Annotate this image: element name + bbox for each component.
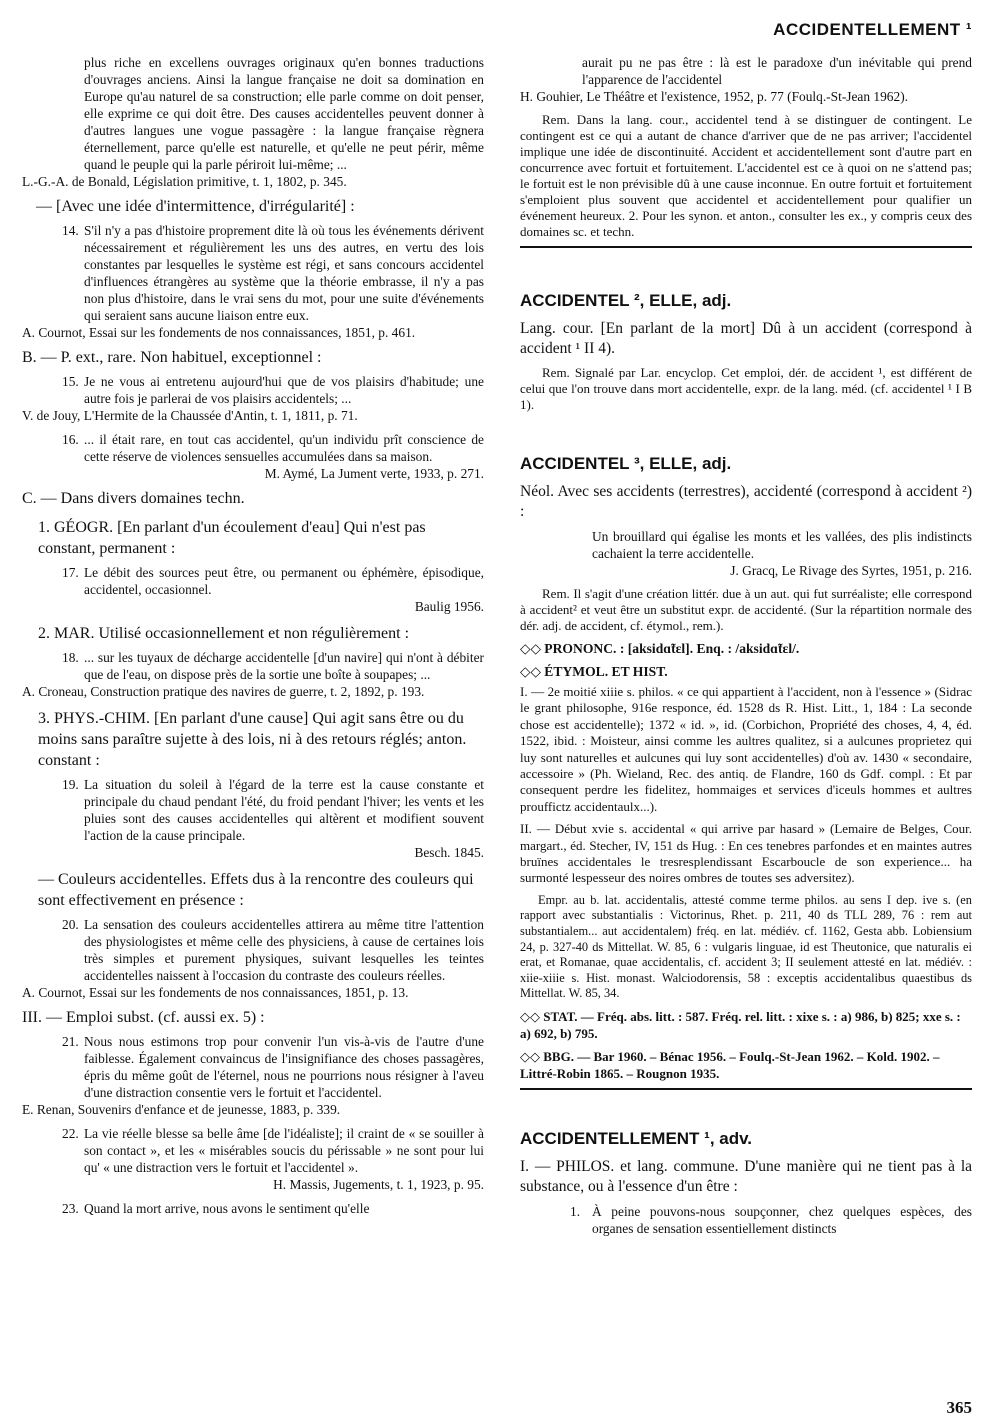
section-b: B. — P. ext., rare. Non habituel, exceptionnel : (22, 349, 322, 366)
section-intermittence: — [Avec une idée d'intermittence, d'irrégularité] : (36, 198, 355, 215)
quote-gracq (520, 528, 972, 579)
quote-source: A. Croneau, Construction pratique des navires de guerre, t. 2, 1892, p. 193. (22, 684, 425, 699)
etymology-i: I. — 2e moitié xiiie s. philos. « ce qui appartient à l'accident, non à l'essence » (Sidrac le grant philosophe, 916e responce, éd. 1528 ds R. Hist. Litt., 1, 184 : La seconde chose est accidentelle); 1372 « id. », id. (Corbichon, Propriété des choses, 4, 4, éd. 1522, ibid. : Moisteur, ainsi comme les aultres qualitez, si a aulcunes proprietez qui luy sont naturelles et aulcunes qui luy sont accidentelles) d'où av. 1430 « secondaire, accessoire » (Ph. Wieland, Rec. des antiq. de Flandre, 160 ds Gdf. compl. : Et par consequent perdre les fidelitez, hommaiges et services d'iceuls hommes et aultres prouffictz accidentaulx...). (520, 684, 972, 814)
quote-22 (22, 1125, 484, 1193)
quote-text: La sensation des couleurs accidentelles attirera au même titre l'attention des physiologistes et même celle des physiciens, à cause de certaines lois très simples et purement physiques, suivant lesquelles les teintes accidentelles naissent à l'occasion du contraste des couleurs réelles. (84, 917, 484, 983)
quote-text: Nous nous estimons trop pour convenir l'un vis-à-vis de l'autre d'une faiblesse. Également convaincus de l'insignifiance des choses passagères, épris du même goût de l'éternel, nous ne pourrions nous résigner à l'aveu d'une distraction consentie vers le fortuit et l'accidentel. (84, 1034, 484, 1100)
quote-text: ... sur les tuyaux de décharge accidentelle [d'un navire] qui n'ont à débiter que de l'eau, on dispose près de la sortie une boîte à soupapes; ... (84, 650, 484, 682)
quote-20 (22, 916, 484, 1001)
section-iii: III. — Emploi subst. (cf. aussi ex. 5) : (22, 1009, 265, 1026)
quote-source: A. Cournot, Essai sur les fondements de nos connaissances, 1851, p. 461. (22, 325, 416, 340)
remark-1: Rem. Dans la lang. cour., accidentel tend à se distinguer de contingent. Le contingent est ce qui a autant de chance d'arriver que de ne pas arriver; l'accidentel implique une idée de discontinuité. Accident et accidentellement sont d'autre part en concurrence avec fortuit et fortuitement. L'accidentel est ce à quoi on ne s'attend pas; le fortuit est le non prévisible dû à une cause inconnue. En outre fortuit et fortuitement s'emploient plus souvent que accidentel et accidentellement pour qualifier un événement heureux. 2. Pour les synon. et anton., consulter les ex., y compris ceux des domaines sc. et techn. (520, 112, 972, 239)
headword-accidentellement-1: ACCIDENTELLEMENT ¹, adv. (520, 1129, 753, 1149)
quote-number: 14. (62, 223, 79, 238)
quote-text: S'il n'y a pas d'histoire proprement dite là où tous les événements dérivent nécessairement et régulièrement les uns des autres, en vertu des lois constantes par lesquelles le système est régi, et sans concours accidentel d'influences étrangères au système que la théorie embrasse, il n'y a pas non plus d'histoire, dans le vrai sens du mot, pour une suite d'événements qui seraient sans aucune liaison entre eux. (84, 223, 484, 323)
page-number: 365 (946, 1398, 972, 1417)
quote-text: La vie réelle blesse sa belle âme [de l'idéaliste]; il craint de « se souiller à son contact », et les « misérables soucis du périssable » ne sont pour lui qu' « une distraction vers le fortuit et l'accidentel ». (84, 1126, 484, 1175)
subsection-couleurs: — Couleurs accidentelles. Effets dus à la rencontre des couleurs qui sont effectivement en présence : (38, 871, 474, 909)
headword-accidentel-3: ACCIDENTEL ³, ELLE, adj. (520, 454, 732, 473)
quote-text: Un brouillard qui égalise les monts et les vallées, des plis indistincts cachaient la terre accidentelle. (592, 529, 972, 561)
statistics: ◇◇ STAT. — Fréq. abs. litt. : 587. Fréq. rel. litt. : xixe s. : a) 986, b) 825; xxe s. : a) 692, b) 795. (520, 1009, 961, 1042)
quote-16 (22, 431, 484, 482)
quote-1 (520, 1203, 972, 1237)
etymology-heading: ◇◇ ÉTYMOL. ET HIST. (520, 664, 668, 679)
quote-21 (22, 1033, 484, 1118)
quote-17 (22, 564, 484, 615)
right-column (520, 54, 972, 1244)
quote-text: Quand la mort arrive, nous avons le sentiment qu'elle (84, 1201, 370, 1216)
quote-source: H. Massis, Jugements, t. 1, 1923, p. 95. (273, 1177, 484, 1192)
quote-text: Le débit des sources peut être, ou permanent ou éphémère, épisodique, accidentel, occasionnel. (84, 565, 484, 597)
quote-text: aurait pu ne pas être : là est le paradoxe d'un inévitable qui prend l'apparence de l'accidentel (582, 55, 972, 87)
quote-number: 18. (62, 650, 79, 665)
quote-number: 22. (62, 1126, 79, 1141)
quote-number: 21. (62, 1034, 79, 1049)
prononciation: ◇◇ PRONONC. : [aksidɑ̃tɛl]. Enq. : /aksidɑ̃tɛl/. (520, 641, 800, 656)
quote-14 (22, 222, 484, 341)
quote-text: À peine pouvons-nous soupçonner, chez quelques espèces, des organes de sensation essentiellement distincts (592, 1204, 972, 1237)
remark-3: Rem. Il s'agit d'une création littér. due à un aut. qui fut surréaliste; elle correspond à accident² et veut être un substitut expr. de accidenté. (Sur la répartition normale des dér. adj. de accident, cf. étymol., rem.). (520, 586, 972, 633)
definition-2: Lang. cour. [En parlant de la mort] Dû à un accident (correspond à accident ¹ II 4). (520, 320, 972, 357)
quote-source: H. Gouhier, Le Théâtre et l'existence, 1952, p. 77 (Foulq.-St-Jean 1962). (520, 89, 909, 104)
etymology-latin: Empr. au b. lat. accidentalis, attesté comme terme philos. au sens I dep. ive s. (en rapport avec substantialis : Victorinus, Rhet. p. 211, 40 ds TLL 289, 76 : rem aut substantialem... aut accidentalem) fréq. en lat. médiév. cf. 1162, Gesta abb. Lobiensium 24, p. 327-40 ds Mittellat. W. 85, 6 : vulgaris linguae, id est Theutonice, que naturalis ei erat, et Romanae, quae accidentalis, cf. accident 3; II seulement attesté en lat. médiév. : xiie-xiiie s. Hist. monast. Walciodorensis, 58 : exceptis accidentalibus quaestibus ds Mittellat. W. 85, 34. (520, 892, 972, 1001)
quote-number: 20. (62, 917, 79, 932)
remark-2: Rem. Signalé par Lar. encyclop. Cet emploi, dér. de accident ¹, est différent de celui que l'on trouve dans mort accidentelle, expr. de la lang. méd. (cf. accidentel ¹ I B 1). (520, 365, 972, 412)
quote-source: E. Renan, Souvenirs d'enfance et de jeunesse, 1883, p. 339. (22, 1102, 341, 1117)
quote-19 (22, 776, 484, 861)
running-head: ACCIDENTELLEMENT ¹ (773, 20, 972, 39)
quote-source: J. Gracq, Le Rivage des Syrtes, 1951, p. 216. (730, 563, 972, 578)
quote-text: Je ne vous ai entretenu aujourd'hui que de vos plaisirs d'habitude; une autre fois je parlerai de vos plaisirs accidentels; ... (84, 374, 484, 406)
quote-source: Besch. 1845. (414, 845, 484, 860)
quote-continued (520, 54, 972, 105)
quote-number: 19. (62, 777, 79, 792)
quote-18 (22, 649, 484, 700)
definition-4: I. — PHILOS. et lang. commune. D'une manière qui ne tient pas à la substance, ou à l'essence d'un être : (520, 1158, 972, 1196)
quote-top (22, 54, 484, 190)
quote-source: V. de Jouy, L'Hermite de la Chaussée d'Antin, t. 1, 1811, p. 71. (22, 408, 358, 423)
headword-accidentel-2: ACCIDENTEL ², ELLE, adj. (520, 291, 732, 310)
quote-number: 16. (62, 432, 79, 447)
quote-text: ... il était rare, en tout cas accidentel, qu'un individu prît conscience de cette réserve de violences sensuelles accumulées dans sa maison. (84, 432, 484, 464)
definition-3: Néol. Avec ses accidents (terrestres), accidenté (correspond à accident ²) : (520, 483, 972, 520)
quote-number: 1. (570, 1204, 581, 1220)
quote-number: 23. (62, 1201, 79, 1216)
quote-number: 15. (62, 374, 79, 389)
left-column (22, 54, 484, 1224)
etymology-ii: II. — Début xvie s. accidental « qui arrive par hasard » (Lemaire de Belges, Cour. margart., éd. Stecher, IV, 151 ds Hug. : En ces tenebres parfondes et en maintes autres bruïnes accidentales le tresresplendissant Escarboucle de son experience... ha surmonté lespesseur des noires ombres de toutes ses adversitez). (520, 821, 972, 886)
subsection-phys-chim: 3. PHYS.-CHIM. [En parlant d'une cause] Qui agit sans être ou du moins sans paraître sujette à des lois, ni à des retours réglés; anton. constant : (38, 710, 467, 769)
quote-number: 17. (62, 565, 79, 580)
quote-23 (22, 1200, 484, 1217)
quote-source: L.-G.-A. de Bonald, Législation primitive, t. 1, 1802, p. 345. (22, 174, 347, 189)
subsection-mar: 2. MAR. Utilisé occasionnellement et non régulièrement : (38, 625, 410, 642)
subsection-geogr: 1. GÉOGR. [En parlant d'un écoulement d'eau] Qui n'est pas constant, permanent : (38, 519, 426, 557)
quote-source: M. Aymé, La Jument verte, 1933, p. 271. (264, 466, 484, 481)
section-c: C. — Dans divers domaines techn. (22, 490, 245, 507)
quote-source: Baulig 1956. (414, 599, 484, 614)
quote-text: La situation du soleil à l'égard de la terre est la cause constante et principale du chaud pendant l'été, du froid pendant l'hiver; les vents et les pluies sont des causes accidentelles qui altèrent et modifient souvent l'action de la cause principale. (84, 777, 484, 843)
bibliography: ◇◇ BBG. — Bar 1960. – Bénac 1956. – Foulq.-St-Jean 1962. – Kold. 1902. – Littré-Robin 1865. – Rougnon 1935. (520, 1049, 940, 1082)
quote-text: plus riche en excellens ouvrages originaux qu'en bonnes traductions d'ouvrages anciens. Ainsi la langue française ne doit sa domination en Europe qu'au naturel de sa construction; elle parle comme on doit penser, elle exprime ce qui doit être. Des causes accidentelles peuvent donner à d'autres langues une vogue passagère : la langue française règnera éternellement, parce qu'elle est naturelle, et qu'elle ne peut périr, même quand le peuple qui la parle périroit lui-même; ... (84, 55, 484, 172)
quote-15 (22, 373, 484, 424)
quote-source: A. Cournot, Essai sur les fondements de nos connaissances, 1851, p. 13. (22, 985, 409, 1000)
